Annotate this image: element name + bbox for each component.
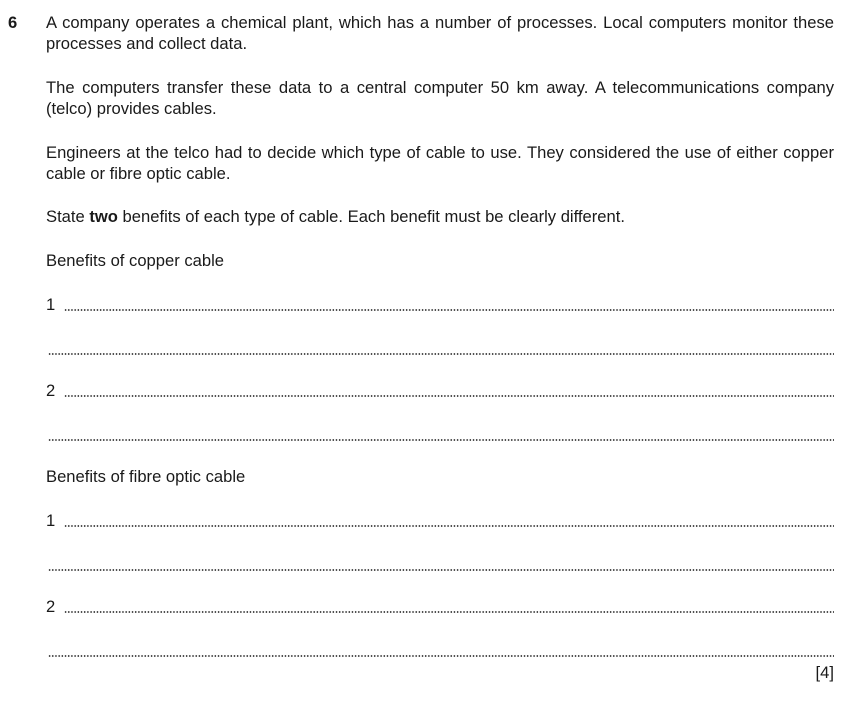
- question-number: 6: [8, 13, 18, 32]
- fibre-answer-line-1-continued[interactable]: [46, 554, 834, 575]
- instruction-text-before: State: [46, 207, 90, 226]
- question-context-paragraph: The computers transfer these data to a central computer 50 km away. A telecommunications company (telco) provides cables.: [46, 78, 834, 118]
- dotted-answer-line: [48, 439, 834, 441]
- marks-allocation: [4]: [815, 663, 834, 682]
- dotted-answer-line: [64, 525, 834, 527]
- question-engineers-paragraph: Engineers at the telco had to decide which type of cable to use. They considered the use of either copper cable or fibre optic cable.: [46, 143, 834, 183]
- answer-number: 1: [46, 295, 56, 314]
- answer-number: 2: [46, 381, 56, 400]
- copper-answer-line-2[interactable]: [46, 380, 834, 401]
- copper-answer-line-1[interactable]: [46, 294, 834, 315]
- copper-benefits-heading: Benefits of copper cable: [46, 251, 225, 270]
- dotted-answer-line: [48, 655, 834, 657]
- dotted-answer-line: [48, 353, 834, 355]
- fibre-answer-line-1[interactable]: [46, 510, 834, 531]
- dotted-answer-line: [64, 395, 834, 397]
- question-intro-paragraph: A company operates a chemical plant, which has a number of processes. Local computers monitor these processes and collect data.: [46, 13, 834, 53]
- dotted-answer-line: [64, 611, 834, 613]
- instruction-bold-word: two: [89, 207, 118, 226]
- answer-number: 1: [46, 511, 56, 530]
- instruction-text-after: benefits of each type of cable. Each benefit must be clearly different.: [117, 207, 625, 226]
- dotted-answer-line: [64, 309, 834, 311]
- copper-answer-line-2-continued[interactable]: [46, 424, 834, 445]
- question-instruction: [46, 206, 834, 227]
- copper-answer-line-1-continued[interactable]: [46, 338, 834, 359]
- fibre-answer-line-2-continued[interactable]: [46, 640, 834, 661]
- answer-number: 2: [46, 597, 56, 616]
- dotted-answer-line: [48, 569, 834, 571]
- fibre-benefits-heading: Benefits of fibre optic cable: [46, 467, 246, 486]
- fibre-answer-line-2[interactable]: [46, 596, 834, 617]
